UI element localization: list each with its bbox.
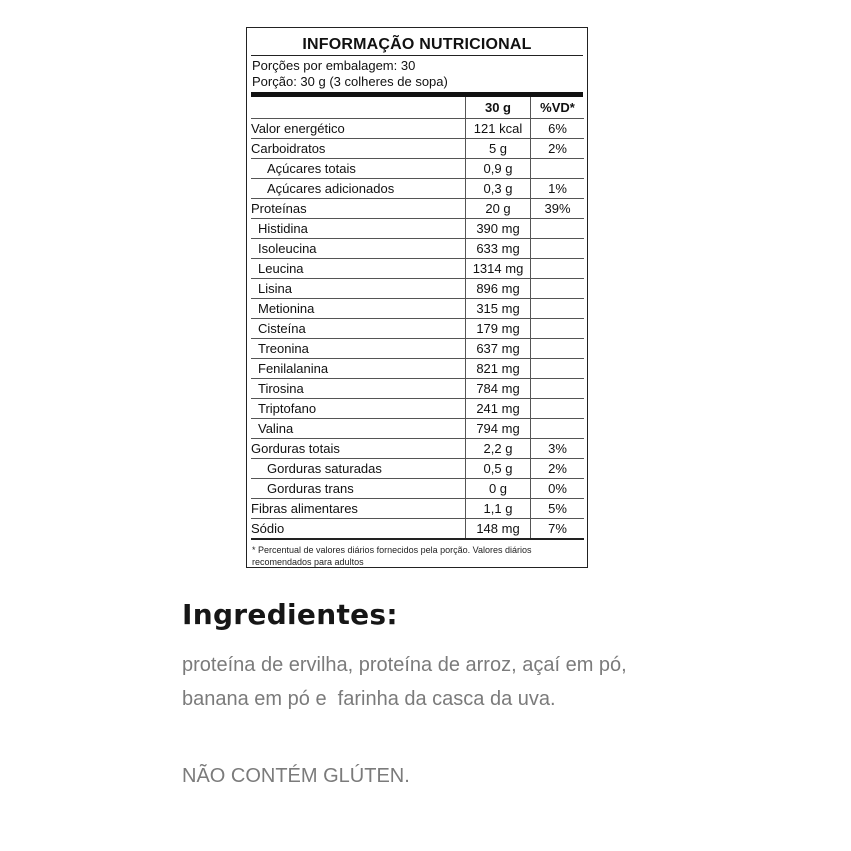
- table-row: [251, 219, 584, 239]
- nutrient-name: Valina: [251, 419, 466, 439]
- nutrient-dv: 5%: [531, 499, 585, 519]
- nutrient-dv: 0%: [531, 479, 585, 499]
- nutrient-amount: 5 g: [466, 139, 531, 159]
- nutrient-dv: [531, 419, 585, 439]
- nutrient-name: Treonina: [251, 339, 466, 359]
- table-row: [251, 479, 584, 499]
- nutrient-name: Proteínas: [251, 199, 466, 219]
- table-row: [251, 399, 584, 419]
- table-row: [251, 299, 584, 319]
- label-title: INFORMAÇÃO NUTRICIONAL: [251, 35, 583, 56]
- nutrient-dv: [531, 159, 585, 179]
- nutrient-name: Açúcares adicionados: [251, 179, 466, 199]
- nutrient-amount: 121 kcal: [466, 119, 531, 139]
- header-dv: %VD*: [531, 97, 585, 119]
- nutrient-dv: [531, 279, 585, 299]
- nutrient-name: Cisteína: [251, 319, 466, 339]
- nutrient-amount: 0,3 g: [466, 179, 531, 199]
- nutrient-name: Histidina: [251, 219, 466, 239]
- nutrient-amount: 0 g: [466, 479, 531, 499]
- nutrient-amount: 241 mg: [466, 399, 531, 419]
- nutrient-amount: 2,2 g: [466, 439, 531, 459]
- nutrient-name: Gorduras trans: [251, 479, 466, 499]
- nutrient-amount: 896 mg: [466, 279, 531, 299]
- table-row: [251, 259, 584, 279]
- nutrient-name: Gorduras totais: [251, 439, 466, 459]
- header-blank: [251, 97, 466, 119]
- nutrient-name: Valor energético: [251, 119, 466, 139]
- ingredients-line-1: proteína de ervilha, proteína de arroz, açaí em pó,: [182, 654, 627, 676]
- nutrient-name: Açúcares totais: [251, 159, 466, 179]
- table-row: [251, 119, 584, 139]
- nutrient-dv: 3%: [531, 439, 585, 459]
- nutrient-dv: 39%: [531, 199, 585, 219]
- nutrient-name: Sódio: [251, 519, 466, 540]
- nutrient-amount: 1314 mg: [466, 259, 531, 279]
- label-footnote: * Percentual de valores diários fornecidos pela porção. Valores diários recomendados para adultos: [252, 545, 532, 567]
- nutrient-name: Gorduras saturadas: [251, 459, 466, 479]
- ingredients-line-2: banana em pó e farinha da casca da uva.: [182, 688, 556, 710]
- nutrient-name: Metionina: [251, 299, 466, 319]
- table-row: [251, 179, 584, 199]
- nutrition-facts-label: [246, 27, 588, 568]
- nutrient-dv: [531, 399, 585, 419]
- nutrition-table: [251, 97, 584, 540]
- nutrient-name: Isoleucina: [251, 239, 466, 259]
- nutrient-amount: 0,9 g: [466, 159, 531, 179]
- nutrient-amount: 794 mg: [466, 419, 531, 439]
- gluten-notice: NÃO CONTÉM GLÚTEN.: [182, 765, 410, 787]
- table-row: [251, 199, 584, 219]
- ingredients-text: [182, 648, 742, 716]
- nutrient-dv: 6%: [531, 119, 585, 139]
- table-row: [251, 379, 584, 399]
- nutrient-name: Tirosina: [251, 379, 466, 399]
- table-row: [251, 319, 584, 339]
- nutrient-amount: 315 mg: [466, 299, 531, 319]
- nutrient-dv: [531, 239, 585, 259]
- nutrient-dv: [531, 339, 585, 359]
- nutrient-amount: 821 mg: [466, 359, 531, 379]
- table-row: [251, 459, 584, 479]
- nutrient-name: Triptofano: [251, 399, 466, 419]
- nutrient-dv: 2%: [531, 459, 585, 479]
- table-row: [251, 499, 584, 519]
- nutrient-amount: 784 mg: [466, 379, 531, 399]
- nutrient-dv: [531, 259, 585, 279]
- table-row: [251, 239, 584, 259]
- nutrient-amount: 637 mg: [466, 339, 531, 359]
- nutrient-name: Carboidratos: [251, 139, 466, 159]
- nutrient-amount: 0,5 g: [466, 459, 531, 479]
- nutrient-dv: 1%: [531, 179, 585, 199]
- nutrient-name: Fenilalanina: [251, 359, 466, 379]
- table-row: [251, 279, 584, 299]
- nutrient-dv: [531, 319, 585, 339]
- table-row: [251, 139, 584, 159]
- nutrient-amount: 179 mg: [466, 319, 531, 339]
- nutrient-dv: 2%: [531, 139, 585, 159]
- nutrient-name: Lisina: [251, 279, 466, 299]
- nutrient-dv: 7%: [531, 519, 585, 540]
- table-row: [251, 519, 584, 540]
- nutrient-amount: 148 mg: [466, 519, 531, 540]
- nutrient-amount: 633 mg: [466, 239, 531, 259]
- nutrient-amount: 20 g: [466, 199, 531, 219]
- table-row: [251, 419, 584, 439]
- nutrient-dv: [531, 219, 585, 239]
- nutrient-name: Leucina: [251, 259, 466, 279]
- nutrient-amount: 1,1 g: [466, 499, 531, 519]
- servings-per-package: Porções por embalagem: 30: [252, 58, 416, 73]
- header-amount: 30 g: [466, 97, 531, 119]
- nutrient-amount: 390 mg: [466, 219, 531, 239]
- nutrient-dv: [531, 379, 585, 399]
- nutrient-dv: [531, 359, 585, 379]
- table-row: [251, 439, 584, 459]
- table-header-row: [251, 97, 584, 119]
- nutrient-dv: [531, 299, 585, 319]
- table-row: [251, 159, 584, 179]
- table-row: [251, 359, 584, 379]
- ingredients-heading: Ingredientes:: [182, 598, 398, 631]
- table-row: [251, 339, 584, 359]
- nutrient-name: Fibras alimentares: [251, 499, 466, 519]
- serving-size: Porção: 30 g (3 colheres de sopa): [252, 74, 448, 89]
